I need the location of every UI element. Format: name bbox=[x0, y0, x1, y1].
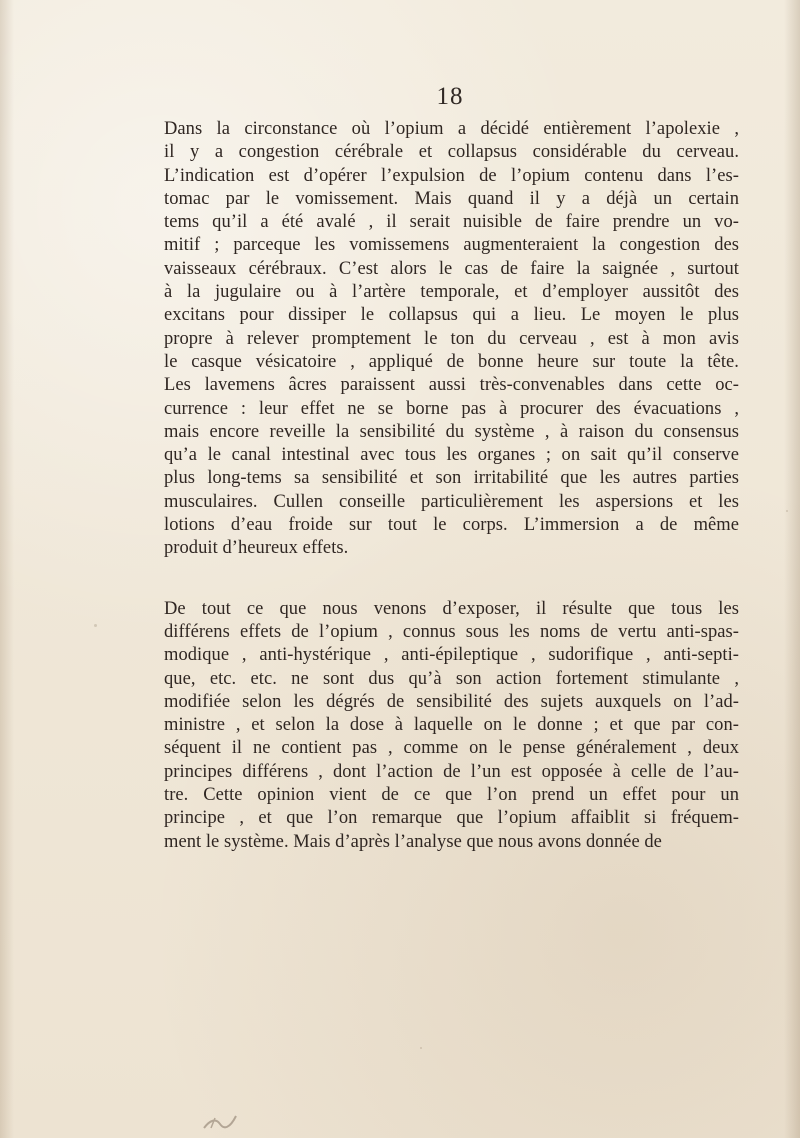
bottom-ink-mark bbox=[202, 1114, 238, 1132]
paragraph-line: vaisseaux cérébraux. C’est alors le cas de faire la saignée , surtout bbox=[164, 258, 739, 279]
paragraph-line: ment le système. Mais d’après l’analyse que nous avons donnée de bbox=[164, 831, 662, 852]
paragraph-line: lotions d’eau froide sur tout le corps. L’immersion a de même bbox=[164, 515, 739, 536]
paragraph-line: excitans pour dissiper le collapsus qui a lieu. Le moyen le plus bbox=[164, 305, 739, 326]
paper-speck bbox=[94, 624, 97, 627]
paragraph-line: plus long-tems sa sensibilité et son irritabilité que les autres parties bbox=[164, 468, 739, 489]
paragraph-line: à la jugulaire ou à l’artère temporale, et d’employer aussitôt des bbox=[164, 282, 739, 303]
paragraph-line: tomac par le vomissement. Mais quand il y a déjà un certain bbox=[164, 188, 739, 209]
paragraph-line: que, etc. etc. ne sont dus qu’à son action fortement stimulante , bbox=[164, 668, 739, 689]
paragraph-line: mitif ; parceque les vomissemens augmenteraient la congestion des bbox=[164, 235, 739, 256]
right-page-edge bbox=[784, 0, 800, 1138]
paragraph-line: ministre , et selon la dose à laquelle on le donne ; et que par con- bbox=[164, 715, 739, 736]
paragraph-1 bbox=[164, 118, 739, 561]
paragraph-line: principe , et que l’on remarque que l’opium affaiblit si fréquem- bbox=[164, 808, 739, 829]
paper-speck bbox=[420, 1047, 422, 1049]
paragraph-line: qu’a le canal intestinal avec tous les organes ; on sait qu’il conserve bbox=[164, 445, 739, 466]
paragraph-line: Les lavemens âcres paraissent aussi très-convenables dans cette oc- bbox=[164, 375, 739, 396]
paragraph-line: tems qu’il a été avalé , il serait nuisible de faire prendre un vo- bbox=[164, 212, 739, 233]
left-page-shadow bbox=[0, 0, 14, 1138]
paragraph-gap bbox=[164, 561, 739, 598]
paragraph-line: L’indication est d’opérer l’expulsion de l’opium contenu dans l’es- bbox=[164, 165, 739, 186]
paragraph-2 bbox=[164, 598, 739, 854]
paragraph-line: propre à relever promptement le ton du cerveau , est à mon avis bbox=[164, 328, 739, 349]
paragraph-line: modifiée selon les dégrés de sensibilité des sujets auxquels on l’ad- bbox=[164, 691, 739, 712]
paragraph-line: séquent il ne contient pas , comme on le pense généralement , deux bbox=[164, 738, 739, 759]
main-text-block bbox=[164, 118, 739, 854]
paragraph-line: musculaires. Cullen conseille particulièrement les aspersions et les bbox=[164, 491, 739, 512]
paragraph-line: De tout ce que nous venons d’exposer, il résulte que tous les bbox=[164, 598, 739, 619]
paragraph-line: modique , anti-hystérique , anti-épileptique , sudorifique , anti-septi- bbox=[164, 645, 739, 666]
paragraph-line: principes différens , dont l’action de l’un est opposée à celle de l’au- bbox=[164, 761, 739, 782]
paragraph-line: produit d’heureux effets. bbox=[164, 538, 349, 559]
page-number: 18 bbox=[436, 83, 464, 110]
paragraph-line: tre. Cette opinion vient de ce que l’on prend un effet pour un bbox=[164, 785, 739, 806]
paragraph-line: mais encore reveille la sensibilité du système , à raison du consensus bbox=[164, 421, 739, 442]
paper-speck bbox=[786, 510, 788, 512]
paragraph-line: différens effets de l’opium , connus sous les noms de vertu anti-spas- bbox=[164, 621, 739, 642]
paragraph-line: currence : leur effet ne se borne pas à procurer des évacuations , bbox=[164, 398, 739, 419]
paragraph-line: Dans la circonstance où l’opium a décidé entièrement l’apolexie , bbox=[164, 119, 739, 139]
paragraph-line: le casque vésicatoire , appliqué de bonne heure sur toute la tête. bbox=[164, 351, 739, 372]
paragraph-line: il y a congestion cérébrale et collapsus considérable du cerveau. bbox=[164, 142, 739, 163]
